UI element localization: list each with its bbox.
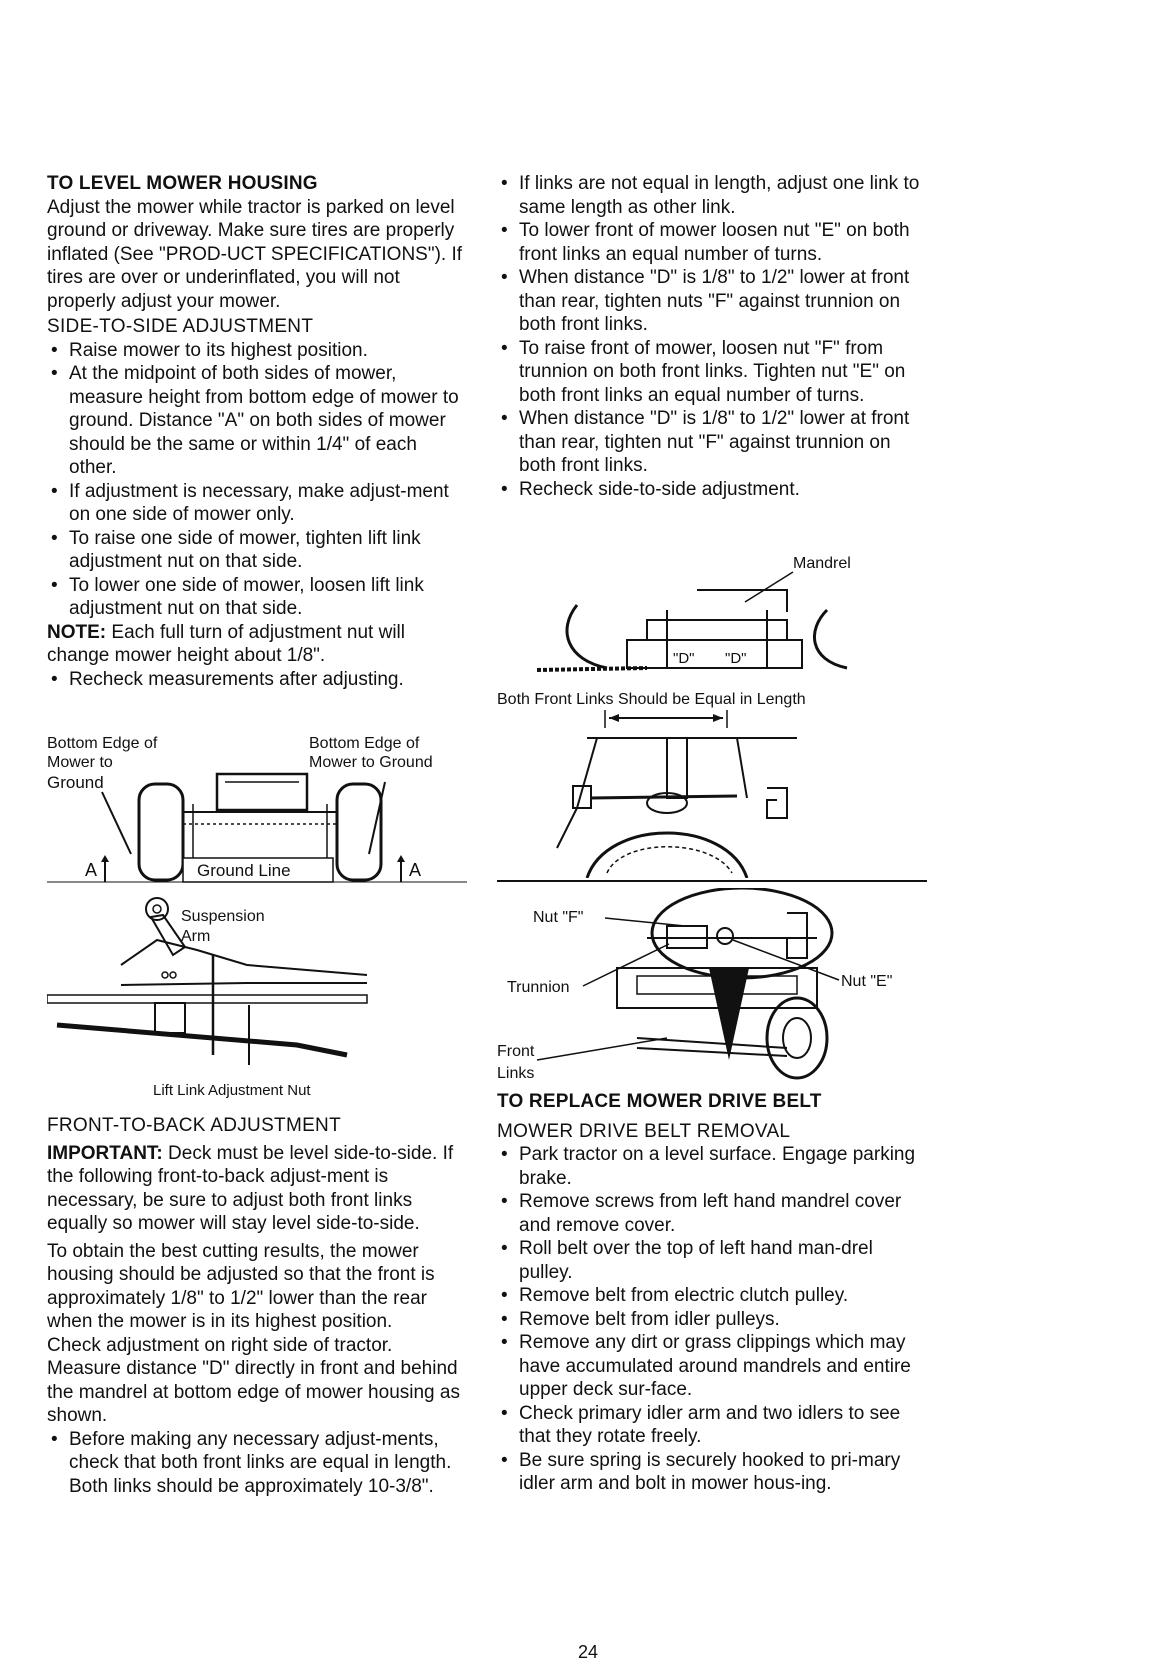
- list-item: • Recheck side-to-side adjustment.: [497, 478, 927, 502]
- left-column: [47, 172, 465, 691]
- page-number: 24: [578, 1642, 599, 1662]
- list-item: • Roll belt over the top of left hand man-drel pulley.: [497, 1237, 927, 1284]
- front-tire: [587, 833, 747, 878]
- front-to-back-heading: FRONT-TO-BACK ADJUSTMENT: [47, 1115, 341, 1136]
- list-item: • If links are not equal in length, adjust one link to same length as other link.: [497, 172, 927, 219]
- list-item: • To lower front of mower loosen nut "E" on both front links an equal number of turns.: [497, 219, 927, 266]
- list-item: • Before making any necessary adjust-ments, check that both front links are equal in length. Both links should be approximately 10-3/8".: [47, 1428, 465, 1499]
- suspension-figure: [47, 895, 467, 1105]
- important-text: Deck must be level side-to-side. If the following front-to-back adjust-ment is necessary, be sure to adjust both front links equally so mower will stay level side-to-side.: [47, 1142, 454, 1234]
- ground-line-label: Ground Line: [197, 861, 291, 880]
- front-links-figure: [497, 688, 927, 878]
- list-item: • To lower one side of mower, loosen lift link adjustment nut on that side.: [47, 574, 465, 621]
- mower-body: [217, 774, 307, 810]
- links-label: Links: [497, 1065, 535, 1082]
- important-note: [47, 1142, 465, 1236]
- fig1-label-right-1: Bottom Edge of: [309, 735, 420, 752]
- left-column-lower: [47, 1112, 465, 1498]
- d-rear-label: "D": [725, 650, 747, 667]
- fig1-label-left-3: Ground: [47, 773, 104, 792]
- list-item: • At the midpoint of both sides of mower, measure height from bottom edge of mower to ground. Distance "A" on both sides of mower should be the same or within 1/4" of each other.: [47, 362, 465, 480]
- right-column-lower: [497, 1090, 927, 1496]
- front-links-caption: Both Front Links Should be Equal in Length: [497, 691, 806, 708]
- a-right-label: A: [409, 860, 422, 880]
- fig1-label-left-2: Mower to: [47, 754, 113, 771]
- before-list: [47, 1428, 465, 1499]
- section-divider: [497, 880, 927, 882]
- suspension-label-1: Suspension: [181, 908, 265, 925]
- detail-circle: [652, 888, 832, 978]
- right-column: [497, 172, 927, 501]
- fig1-label-right-2: Mower to Ground: [309, 754, 433, 771]
- lift-link-label: Lift Link Adjustment Nut: [153, 1082, 311, 1099]
- front-label: Front: [497, 1043, 535, 1060]
- list-item: • To raise front of mower, loosen nut "F" from trunnion on both front links. Tighten nut "E" on both front links an equal number of turns.: [497, 337, 927, 408]
- fig1-label-left-1: Bottom Edge of: [47, 735, 158, 752]
- list-item: • Check primary idler arm and two idlers to see that they rotate freely.: [497, 1402, 927, 1449]
- list-item: • When distance "D" is 1/8" to 1/2" lower at front than rear, tighten nut "F" against trunnion on both front links.: [497, 407, 927, 478]
- list-item: • If adjustment is necessary, make adjust-ment on one side of mower only.: [47, 480, 465, 527]
- left-wheel: [139, 784, 183, 880]
- note-label: NOTE:: [47, 621, 107, 643]
- list-item: • Remove screws from left hand mandrel cover and remove cover.: [497, 1190, 927, 1237]
- list-item: • Park tractor on a level surface. Engage parking brake.: [497, 1143, 927, 1190]
- suspension-label-2: Arm: [181, 928, 211, 945]
- pointer-wedge: [709, 968, 749, 1060]
- side-to-side-figure: [47, 734, 467, 884]
- nut-detail-figure: [497, 888, 927, 1083]
- best-cut-paragraph: To obtain the best cutting results, the mower housing should be adjusted so that the front is approximately 1/8" to 1/2" lower than the rear when the mower is in its highest position.: [47, 1240, 435, 1332]
- replace-belt-heading: TO REPLACE MOWER DRIVE BELT: [497, 1091, 822, 1112]
- note-text: Each full turn of adjustment nut will change mower height about 1/8".: [47, 621, 405, 666]
- list-item: • Recheck measurements after adjusting.: [47, 668, 465, 692]
- important-label: IMPORTANT:: [47, 1142, 163, 1164]
- nut-f-label: Nut "F": [533, 909, 584, 926]
- list-item: • Remove belt from electric clutch pulley.: [497, 1284, 927, 1308]
- note: [47, 621, 465, 668]
- check-adjustment-paragraph: Check adjustment on right side of tractor. Measure distance "D" directly in front and behind the mandrel at bottom edge of mower housing as shown.: [47, 1334, 460, 1426]
- nut-e-label: Nut "E": [841, 973, 893, 990]
- trunnion-label: Trunnion: [507, 979, 570, 996]
- mandrel-label: Mandrel: [793, 555, 851, 572]
- recheck-list: [47, 668, 465, 692]
- list-item: • Remove any dirt or grass clippings which may have accumulated around mandrels and entire upper deck sur-face.: [497, 1331, 927, 1402]
- front-adjust-list: [497, 172, 927, 501]
- belt-removal-heading: MOWER DRIVE BELT REMOVAL: [497, 1120, 791, 1142]
- belt-removal-list: [497, 1143, 927, 1496]
- list-item: • To raise one side of mower, tighten lift link adjustment nut on that side.: [47, 527, 465, 574]
- list-item: • Raise mower to its highest position.: [47, 339, 465, 363]
- d-front-label: "D": [673, 650, 695, 667]
- side-to-side-list: [47, 339, 465, 621]
- side-to-side-heading: SIDE-TO-SIDE ADJUSTMENT: [47, 316, 314, 337]
- list-item: • When distance "D" is 1/8" to 1/2" lower at front than rear, tighten nuts "F" against trunnion on both front links.: [497, 266, 927, 337]
- a-left-label: A: [85, 860, 98, 880]
- level-mower-heading: TO LEVEL MOWER HOUSING: [47, 173, 318, 194]
- suspension-arm: [151, 915, 185, 955]
- level-intro: Adjust the mower while tractor is parked on level ground or driveway. Make sure tires are properly inflated (See "PROD-UCT SPECIFICATIONS"). If tires are over or underinflated, you will not properly adjust your mower.: [47, 196, 463, 312]
- list-item: • Be sure spring is securely hooked to pri-mary idler arm and bolt in mower hous-ing.: [497, 1449, 927, 1496]
- mandrel-figure: [497, 550, 927, 680]
- list-item: • Remove belt from idler pulleys.: [497, 1308, 927, 1332]
- wheel: [767, 998, 827, 1078]
